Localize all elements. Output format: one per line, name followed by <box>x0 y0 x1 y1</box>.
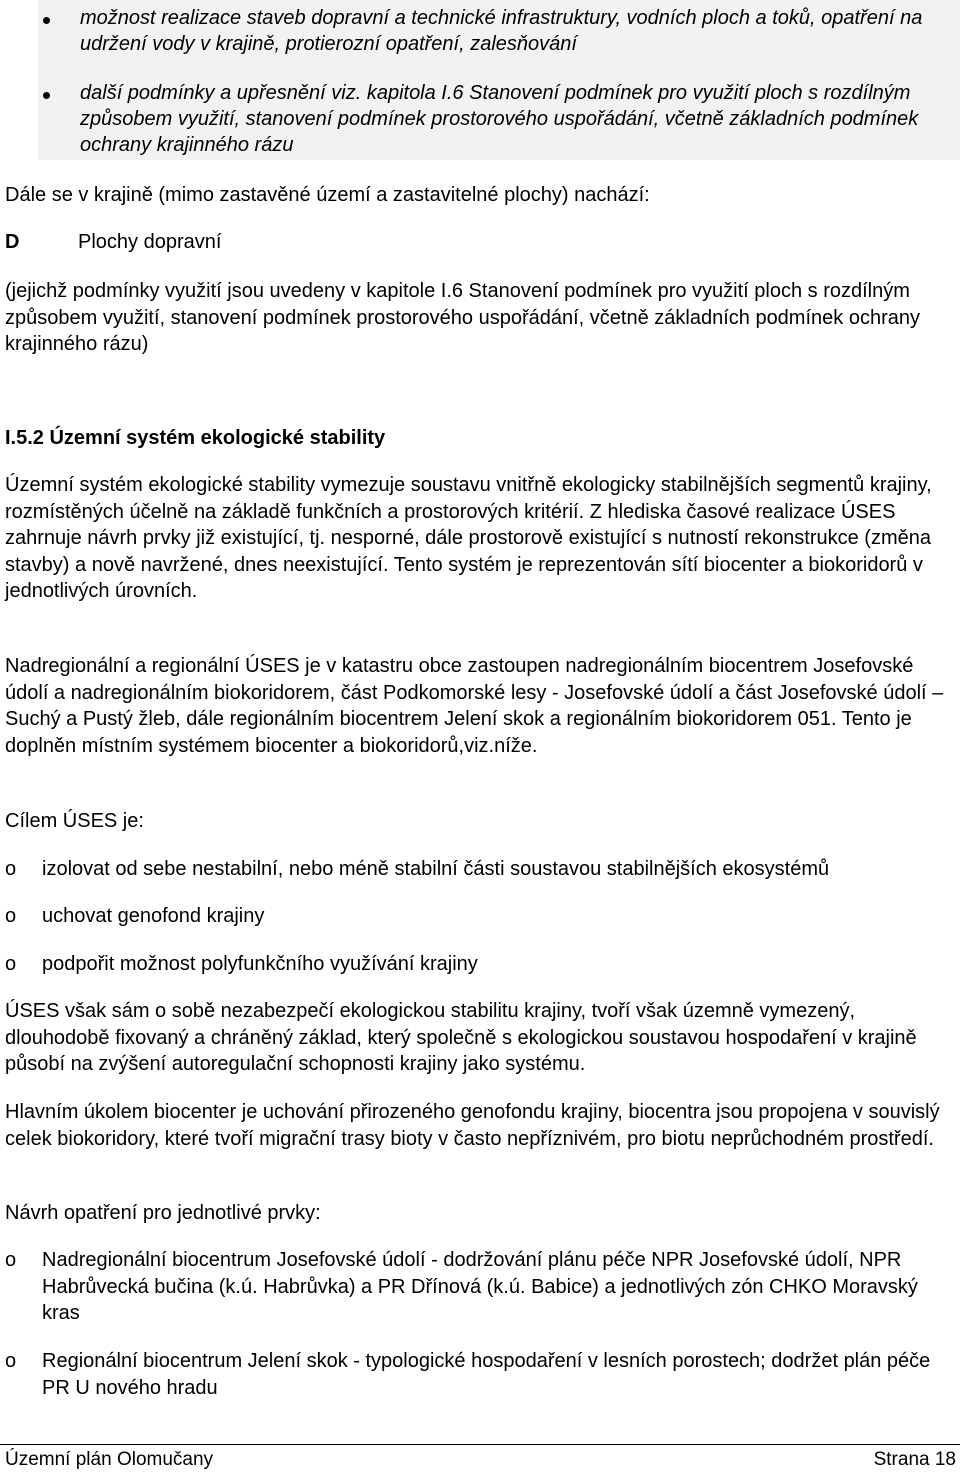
list-item-text: Regionální biocentrum Jelení skok - typologické hospodaření v lesních porostech; dodržet plán péče PR U nového hradu <box>42 1350 931 1399</box>
list-item-text: podpořit možnost polyfunkčního využívání krajiny <box>42 953 478 975</box>
footer-page-number: Strana 18 <box>873 1449 956 1470</box>
area-note: (jejichž podmínky využití jsou uvedeny v kapitole I.6 Stanovení podmínek pro využití ploch s rozdílným způsobem využití, stanovení podmínek prostorového uspořádání, včetně základních podmínek ochrany krajinného rázu) <box>5 280 920 355</box>
section-heading: I.5.2 Územní systém ekologické stability <box>5 427 386 449</box>
bullet-dot-icon <box>43 17 50 24</box>
area-code: D <box>5 231 20 253</box>
bullet-text: možnost realizace staveb dopravní a technické infrastruktury, vodních ploch a toků, opatření na udržení vody v krajině, protierozní opatření, zalesňování <box>80 7 923 55</box>
paragraph-biocenters: Hlavním úkolem biocenter je uchování přirozeného genofondu krajiny, biocentra jsou propojena v souvislý celek biokoridory, které tvoří migrační trasy bioty v často nepříznivém, pro biotu neprůchodném prostředí. <box>5 1101 940 1150</box>
list-marker: o <box>5 1350 17 1372</box>
measures-label: Návrh opatření pro jednotlivé prvky: <box>5 1202 321 1224</box>
list-item-text: Nadregionální biocentrum Josefovské údolí - dodržování plánu péče NPR Josefovské údolí, NPR Habrůvecká bučina (k.ú. Habrůvka) a PR Dřínová (k.ú. Babice) a jednotlivých zón CHKO Moravský kras <box>42 1249 918 1324</box>
area-label: Plochy dopravní <box>78 231 222 253</box>
intro-text: Dále se v krajině (mimo zastavěné území a zastavitelné plochy) nachází: <box>5 184 650 206</box>
list-marker: o <box>5 905 17 927</box>
list-item-text: izolovat od sebe nestabilní, nebo méně stabilní části soustavou stabilnějších ekosystémů <box>42 858 830 880</box>
list-marker: o <box>5 953 17 975</box>
paragraph-uses-definition: Územní systém ekologické stability vymezuje soustavu vnitřně ekologicky stabilnějších segmentů krajiny, rozmístěných účelně na základě funkčních a prostorových kritérií. Z hlediska časové realizace ÚSES zahrnuje návrh prvky již existující, tj. nesporné, dále prostorově existující s nutností rekonstrukce (změna stavby) a nově navržené, dnes neexistující. Tento systém je reprezentován sítí biocenter a biokoridorů v jednotlivých úrovních. <box>5 474 932 602</box>
list-marker: o <box>5 1249 17 1271</box>
paragraph-regional-uses: Nadregionální a regionální ÚSES je v katastru obce zastoupen nadregionálním biocentrem Josefovské údolí a nadregionálním biokoridorem, část Podkomorské lesy - Josefovské údolí a část Josefovské údolí – Suchý a Pustý žleb, dále regionálním biocentrem Jelení skok a regionálním biokoridorem 051. Tento je doplněn místním systémem biocenter a biokoridorů,viz.níže. <box>5 655 944 757</box>
bullet-dot-icon <box>43 92 50 99</box>
footer-divider <box>0 1444 960 1445</box>
footer-document-title: Územní plán Olomučany <box>5 1449 214 1470</box>
list-item-text: uchovat genofond krajiny <box>42 905 265 927</box>
bullet-text: další podmínky a upřesnění viz. kapitola I.6 Stanovení podmínek pro využití ploch s rozdílným způsobem využití, stanovení podmínek prostorového uspořádání, včetně základních podmínek ochrany krajinného rázu <box>80 82 919 156</box>
paragraph-uses-stability: ÚSES však sám o sobě nezabezpečí ekologickou stabilitu krajiny, tvoří však územně vymezený, dlouhodobě fixovaný a chráněný základ, který společně s ekologickou soustavou hospodaření v krajině působí na zvýšení autoregulační schopnosti krajiny jako systému. <box>5 1000 917 1075</box>
goals-label: Cílem ÚSES je: <box>5 810 144 832</box>
list-marker: o <box>5 858 17 880</box>
